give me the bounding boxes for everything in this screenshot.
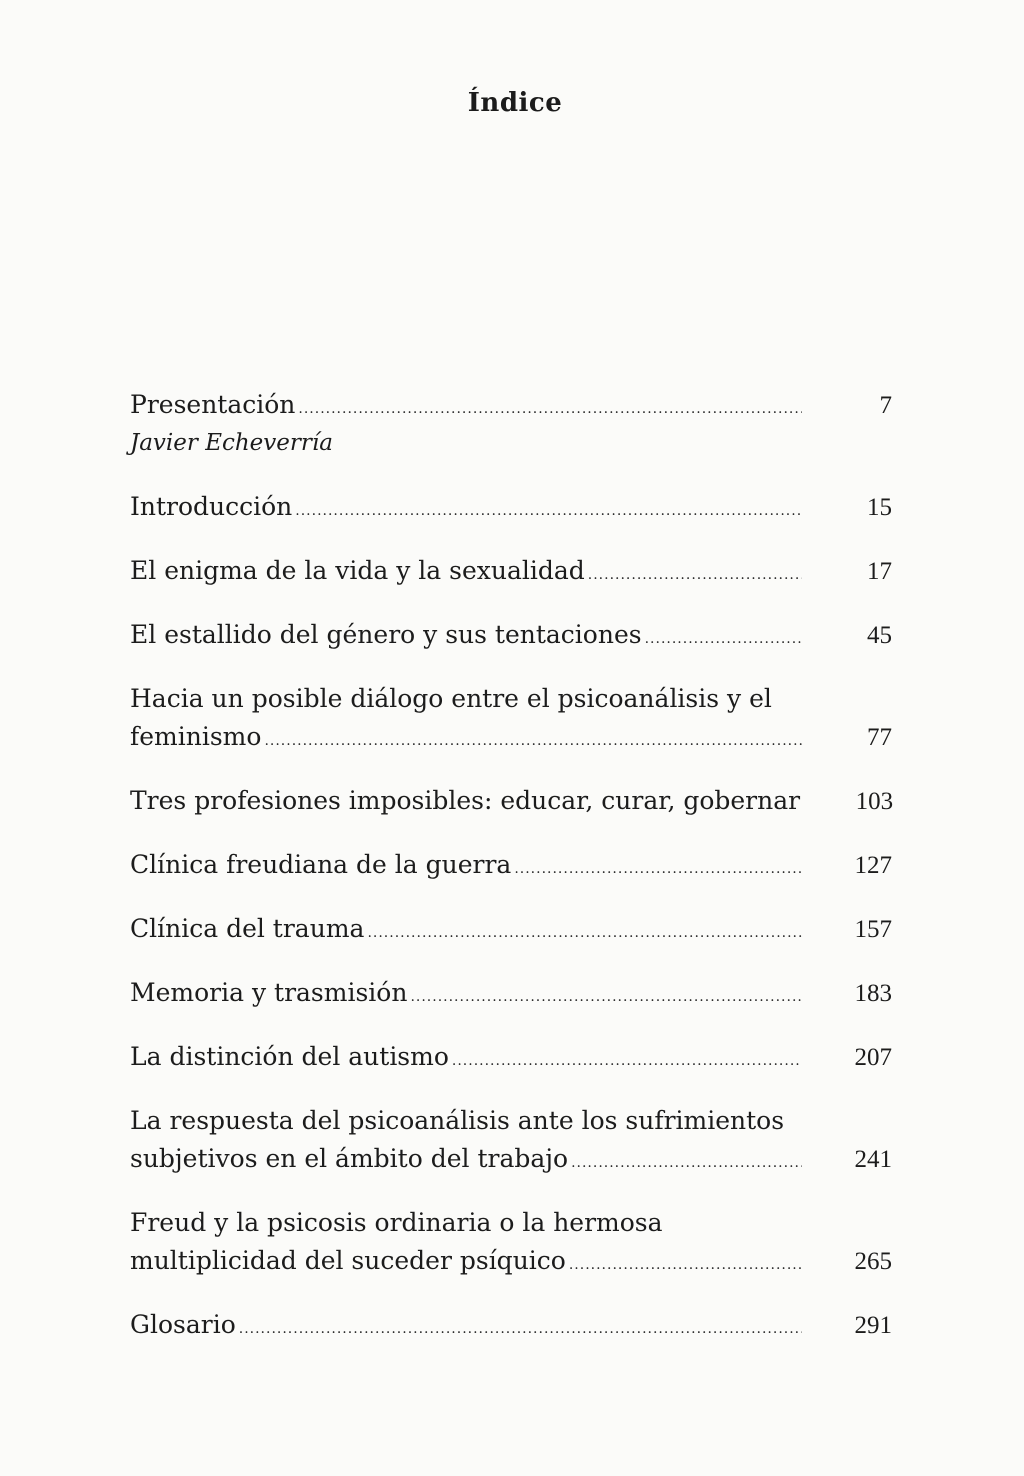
toc-entry-line — [130, 1242, 892, 1280]
toc-page-number: 7 — [879, 392, 892, 419]
toc-page-number: 127 — [854, 852, 892, 879]
dot-leader — [569, 1246, 802, 1284]
toc-entry-title: Introducción — [130, 492, 293, 521]
toc-entry — [130, 488, 892, 526]
toc-entry-line — [130, 910, 892, 948]
toc-entry — [130, 974, 892, 1012]
toc-entry-line — [130, 974, 892, 1012]
dot-leader — [367, 914, 802, 952]
toc-entry-title: multiplicidad del suceder psíquico — [130, 1246, 566, 1275]
table-of-contents — [130, 386, 892, 1370]
toc-page-number: 291 — [854, 1312, 892, 1339]
toc-page-number: 241 — [854, 1146, 892, 1173]
dot-leader — [588, 556, 802, 594]
toc-entry — [130, 616, 892, 654]
toc-entry-line — [130, 1102, 892, 1140]
toc-entry — [130, 1306, 892, 1344]
dot-leader — [298, 390, 802, 428]
toc-entry-title: Tres profesiones imposibles: educar, curar, gobernar — [130, 786, 801, 815]
toc-entry — [130, 1102, 892, 1178]
toc-entry-title: La distinción del autismo — [130, 1042, 449, 1071]
toc-entry-line — [130, 386, 892, 424]
dot-leader — [452, 1042, 802, 1080]
dot-leader — [295, 492, 802, 530]
toc-entry-author: Javier Echeverría — [130, 430, 333, 456]
toc-entry-line — [130, 1038, 892, 1076]
toc-entry-title: La respuesta del psicoanálisis ante los sufrimientos — [130, 1106, 785, 1135]
toc-entry — [130, 552, 892, 590]
toc-page-number: 157 — [854, 916, 892, 943]
toc-entry-title: Freud y la psicosis ordinaria o la hermosa — [130, 1208, 663, 1237]
toc-entry-line — [130, 1204, 892, 1242]
toc-entry-line — [130, 552, 892, 590]
toc-entry-line — [130, 1140, 892, 1178]
toc-entry-title: Glosario — [130, 1310, 236, 1339]
toc-entry — [130, 782, 892, 820]
toc-entry-line — [130, 488, 892, 526]
toc-entry-line — [130, 1306, 892, 1344]
toc-entry — [130, 846, 892, 884]
toc-entry — [130, 1038, 892, 1076]
toc-entry — [130, 680, 892, 756]
toc-page-number: 15 — [867, 494, 892, 521]
toc-entry — [130, 386, 892, 462]
dot-leader — [264, 722, 802, 760]
toc-entry-title: Hacia un posible diálogo entre el psicoanálisis y el — [130, 684, 772, 713]
toc-page-number: 17 — [867, 558, 892, 585]
toc-entry-title: feminismo — [130, 722, 262, 751]
toc-page-number: 265 — [854, 1248, 892, 1275]
dot-leader — [645, 620, 802, 658]
toc-page-number: 183 — [854, 980, 892, 1007]
toc-page-number: 77 — [867, 724, 892, 751]
toc-page-number: 45 — [867, 622, 892, 649]
toc-entry-line — [130, 616, 892, 654]
toc-entry-title: subjetivos en el ámbito del trabajo — [130, 1144, 569, 1173]
toc-entry-line — [130, 782, 892, 820]
toc-entry-title: Clínica del trauma — [130, 914, 365, 943]
toc-page-number: 103 — [855, 788, 894, 815]
toc-entry-line — [130, 718, 892, 756]
toc-entry-title: Memoria y trasmisión — [130, 978, 408, 1007]
toc-page-number: 207 — [854, 1044, 892, 1071]
page-title: Índice — [467, 88, 563, 118]
dot-leader — [410, 978, 802, 1016]
toc-entry-title: Clínica freudiana de la guerra — [130, 850, 512, 879]
dot-leader — [514, 850, 802, 888]
toc-entry-line — [130, 846, 892, 884]
dot-leader — [239, 1310, 802, 1348]
dot-leader — [571, 1144, 802, 1182]
toc-entry-title: El estallido del género y sus tentaciones — [130, 620, 642, 649]
toc-entry — [130, 1204, 892, 1280]
toc-entry — [130, 910, 892, 948]
toc-entry-title: Presentación — [130, 390, 296, 419]
toc-entry-title: El enigma de la vida y la sexualidad — [130, 556, 585, 585]
toc-entry-line — [130, 680, 892, 718]
